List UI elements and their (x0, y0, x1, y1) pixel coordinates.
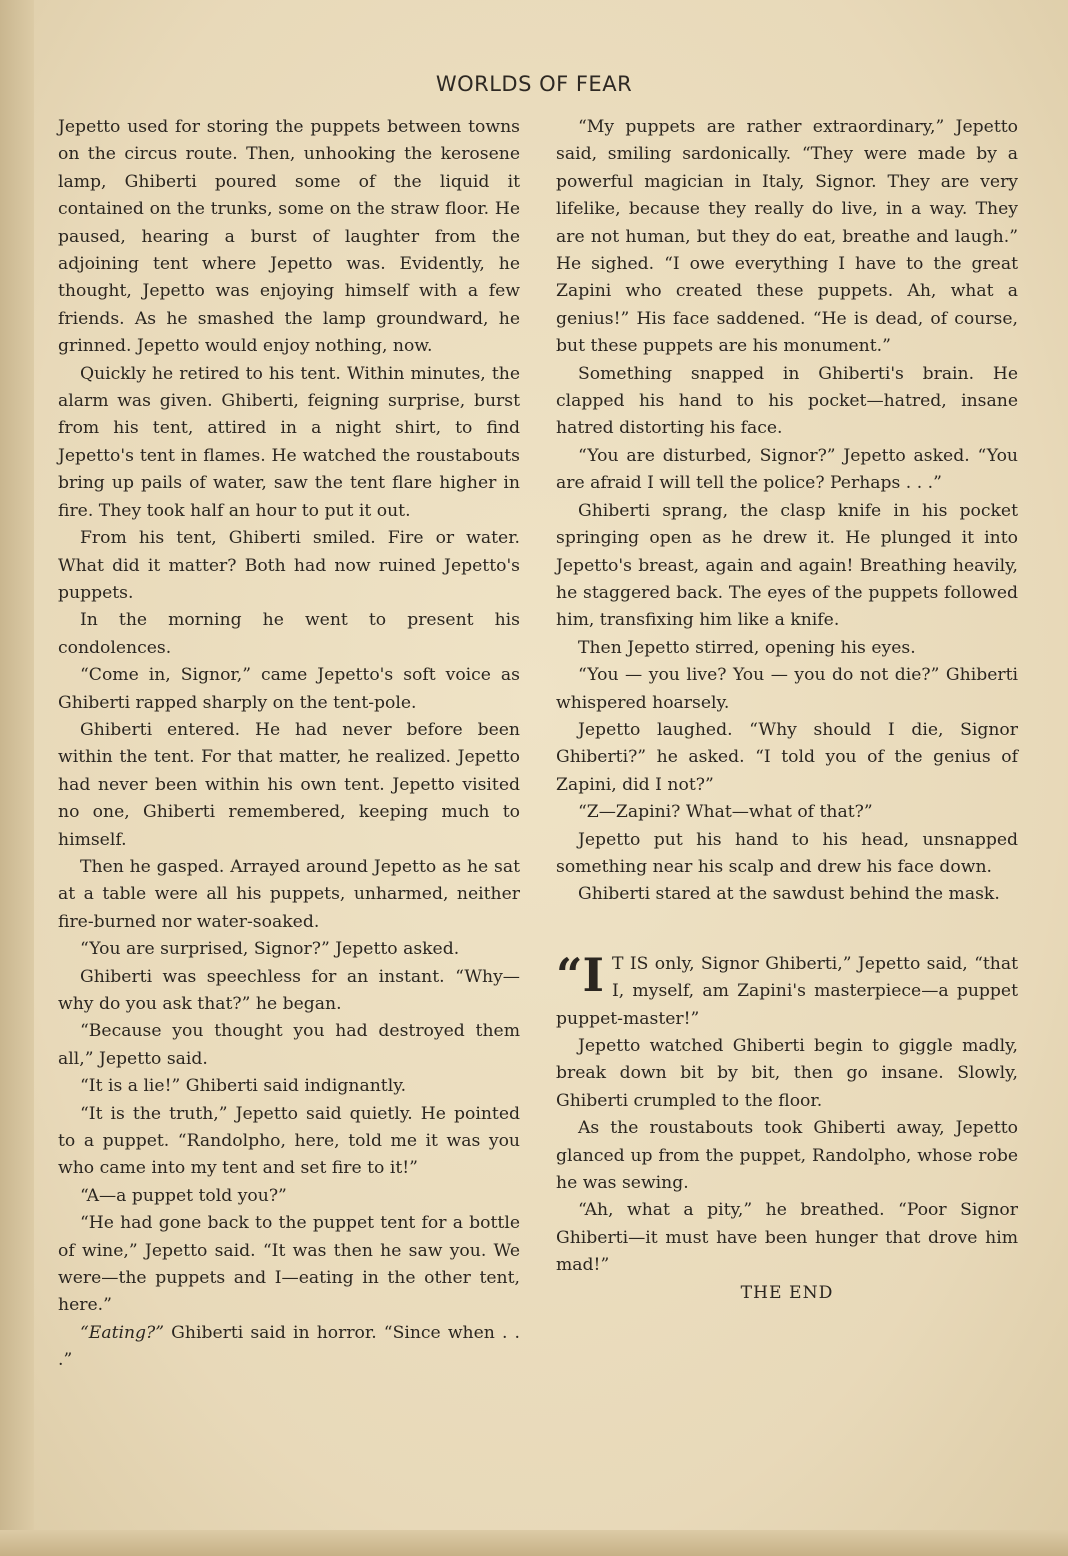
paragraph: Jepetto laughed. “Why should I die, Signor Ghiberti?” he asked. “I told you of the genius of Zapini, did I not?” (556, 719, 1018, 795)
paragraph: “Z—Zapini? What—what of that?” (578, 802, 873, 823)
right-paragraphs (556, 114, 1018, 909)
paragraph: “A—a puppet told you?” (80, 1185, 287, 1206)
emphasis-eating: “Eating?” (80, 1322, 165, 1343)
left-column (58, 114, 520, 1375)
paragraph: Ghiberti sprang, the clasp knife in his pocket springing open as he drew it. He plunged it into Jepetto's breast, again and again! Breathing heavily, he staggered back. The eyes of the puppets followed him, transfixing him like a knife. (556, 500, 1018, 631)
paragraph: “You are surprised, Signor?” Jepetto asked. (80, 939, 460, 960)
the-end-label: THE END (740, 1282, 834, 1303)
paragraph: As the roustabouts took Ghiberti away, Jepetto glanced up from the puppet, Randolpho, whose robe he was sewing. (556, 1118, 1018, 1194)
paragraph: Ghiberti entered. He had never before been within the tent. For that matter, he realized. Jepetto had never been within his own tent. Jepetto visited no one, Ghiberti remembered, keeping much to himself. (58, 719, 520, 850)
paragraph-text: T IS only, Signor Ghiberti,” Jepetto said, “that I, myself, am Zapini's masterpiece—a puppet puppet-master!” (556, 953, 1018, 1029)
paragraph: Jepetto watched Ghiberti begin to giggle madly, break down bit by bit, then go insane. Slowly, Ghiberti crumpled to the floor. (556, 1036, 1018, 1111)
right-column (556, 114, 1018, 1307)
running-header: WORLDS OF FEAR (435, 72, 633, 96)
paragraph: Jepetto used for storing the puppets between towns on the circus route. Then, unhooking the kerosene lamp, Ghiberti poured some of the liquid it contained on the trunks, some on the straw floor. He paused, hearing a burst of laughter from the adjoining tent where Jepetto was. Evidently, he thought, Jepetto was enjoying himself with a few friends. As he smashed the lamp groundward, he grinned. Jepetto would enjoy nothing, now. (58, 117, 520, 357)
section-break-paragraph (556, 947, 1018, 1033)
paragraph: “Come in, Signor,” came Jepetto's soft voice as Ghiberti rapped sharply on the tent-pole. (58, 665, 520, 713)
paragraph: “It is the truth,” Jepetto said quietly. He pointed to a puppet. “Randolpho, here, told me it was you who came into my tent and set fire to it!” (58, 1103, 520, 1179)
paragraph: “He had gone back to the puppet tent for a bottle of wine,” Jepetto said. “It was then he saw you. We were—the puppets and I—eating in the other tent, here.” (58, 1213, 520, 1316)
paragraph: “Ah, what a pity,” he breathed. “Poor Signor Ghiberti—it must have been hunger that drove him mad!” (556, 1200, 1018, 1276)
drop-cap: “I (556, 947, 604, 1002)
paragraph: Jepetto put his hand to his head, unsnapped something near his scalp and drew his face down. (556, 829, 1018, 877)
paragraph: “You are disturbed, Signor?” Jepetto asked. “You are afraid I will tell the police? Perhaps . . .” (556, 445, 1018, 494)
left-paragraphs (58, 114, 520, 1320)
paragraph: Ghiberti stared at the sawdust behind the mask. (578, 884, 1000, 905)
paragraph: “It is a lie!” Ghiberti said indignantly. (80, 1076, 407, 1097)
paragraph: Quickly he retired to his tent. Within minutes, the alarm was given. Ghiberti, feigning surprise, burst from his tent, attired in a night shirt, to find Jepetto's tent in flames. He watched the roustabouts bring up pails of water, saw the tent flare higher in fire. They took half an hour to put it out. (58, 363, 520, 521)
paragraph: Then Jepetto stirred, opening his eyes. (578, 637, 916, 658)
paragraph: “My puppets are rather extraordinary,” Jepetto said, smiling sardonically. “They were made by a powerful magician in Italy, Signor. They are very lifelike, because they really do live, in a way. They are not human, but they do eat, breathe and laugh.” He sighed. “I owe everything I have to the great Zapini who created these puppets. Ah, what a genius!” His face saddened. “He is dead, of course, but these puppets are his monument.” (556, 117, 1018, 357)
paragraph: Something snapped in Ghiberti's brain. He clapped his hand to his pocket—hatred, insane hatred distorting his face. (556, 363, 1018, 439)
paragraph: Then he gasped. Arrayed around Jepetto as he sat at a table were all his puppets, unharmed, neither fire-burned nor water-soaked. (58, 856, 520, 932)
paragraph (58, 1320, 520, 1375)
paragraph: Ghiberti was speechless for an instant. “Why—why do you ask that?” he began. (58, 966, 520, 1014)
paragraph: “You — you live? You — you do not die?” Ghiberti whispered hoarsely. (556, 665, 1018, 713)
paragraph: From his tent, Ghiberti smiled. Fire or water. What did it matter? Both had now ruined Jepetto's puppets. (58, 528, 520, 603)
paragraph: In the morning he went to present his condolences. (58, 610, 520, 658)
paragraph-text: Ghiberti said in horror. “Since when . . .” (58, 1322, 520, 1371)
paragraph: “Because you thought you had destroyed them all,” Jepetto said. (58, 1021, 520, 1069)
closing-paragraphs (556, 1033, 1018, 1280)
paragraph (556, 947, 1018, 1033)
